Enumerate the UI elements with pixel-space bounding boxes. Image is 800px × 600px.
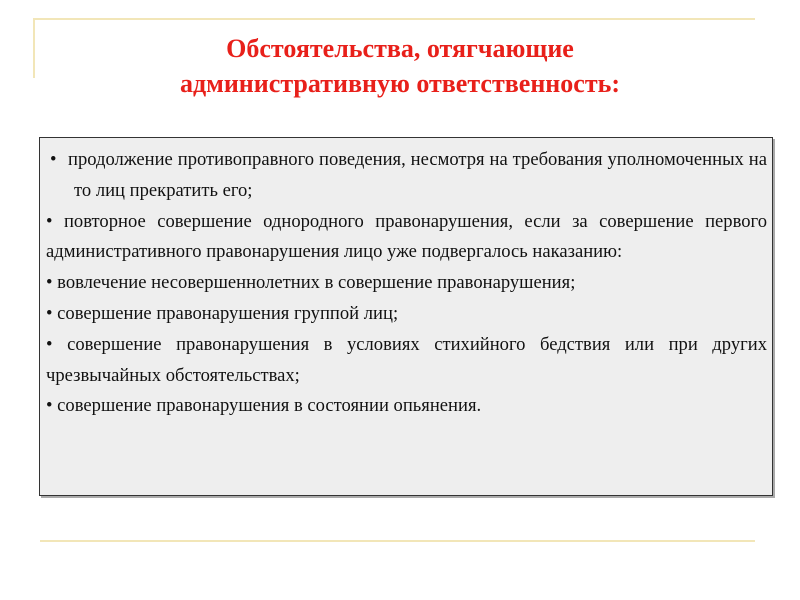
list-item-text: совершение правонарушения в состоянии опьянения. bbox=[57, 395, 482, 417]
bullet-icon: • bbox=[46, 302, 53, 324]
list-item-5 bbox=[46, 330, 767, 392]
list-item-text: совершение правонарушения группой лиц; bbox=[57, 302, 399, 324]
bullet-icon: • bbox=[50, 149, 57, 170]
slide-title-line-1: Обстоятельства, отягчающие bbox=[226, 34, 574, 63]
list-item-2 bbox=[46, 207, 767, 269]
bullet-icon: • bbox=[46, 272, 53, 294]
list-item-4 bbox=[46, 299, 767, 330]
list-item-1 bbox=[46, 145, 767, 207]
list-item-text: совершение правонарушения в условиях стихийного бедствия или при других чрезвычайных обстоятельствах; bbox=[46, 333, 767, 386]
slide-title-line-2: административную ответственность: bbox=[179, 69, 621, 98]
bullet-icon: • bbox=[46, 333, 53, 355]
decorative-bottom-line bbox=[40, 540, 755, 542]
list-item-text: вовлечение несовершеннолетних в совершение правонарушения; bbox=[57, 272, 576, 294]
list-item-text: продолжение противоправного поведения, несмотря на требования уполномоченных на то лиц прекратить его; bbox=[68, 149, 767, 201]
slide-title bbox=[60, 31, 740, 101]
bullet-icon: • bbox=[46, 395, 53, 417]
list-item-6 bbox=[46, 391, 767, 422]
list-item-3 bbox=[46, 268, 767, 299]
content-box bbox=[39, 137, 773, 496]
bullet-icon: • bbox=[46, 210, 53, 232]
decorative-left-line bbox=[33, 18, 35, 78]
decorative-top-line bbox=[33, 18, 755, 20]
list-item-text: повторное совершение однородного правонарушения, если за совершение первого административного правонарушения лицо уже подвергалось наказанию: bbox=[46, 210, 767, 263]
